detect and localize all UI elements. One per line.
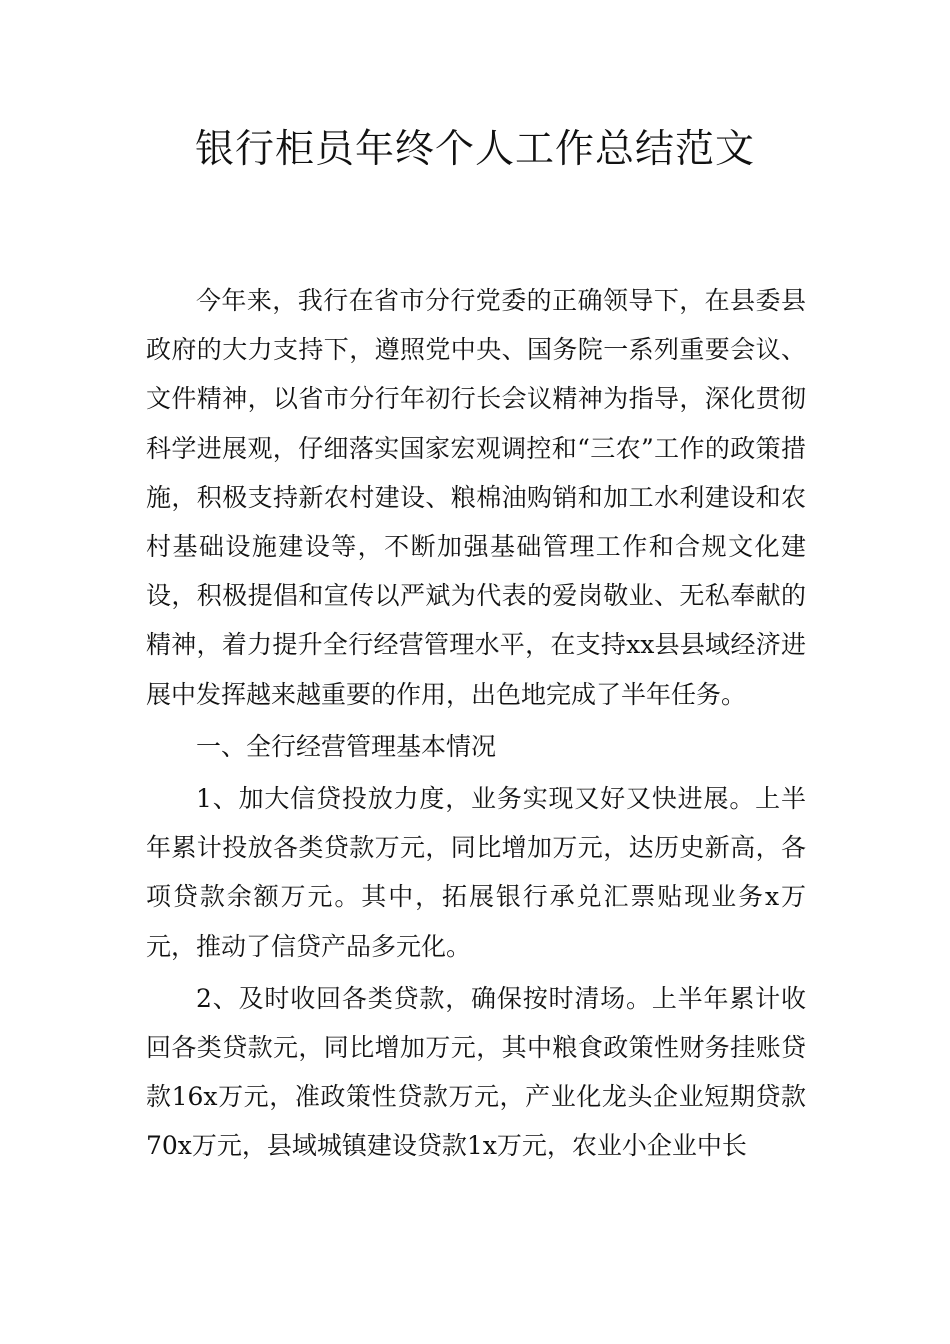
- paragraph-item-2: 2、及时收回各类贷款，确保按时清场。上半年累计收回各类贷款元，同比增加万元，其中粮食政策性财务挂账贷款16x万元，准政策性贷款万元，产业化龙头企业短期贷款70x万元，县域城镇建设贷款1x万元，农业小企业中长: [146, 983, 806, 1161]
- paragraph-intro: 今年来，我行在省市分行党委的正确领导下，在县委县政府的大力支持下，遵照党中央、国务院一系列重要会议、文件精神，以省市分行年初行长会议精神为指导，深化贯彻科学进展观，仔细落实国家宏观调控和“三农”工作的政策措施，积极支持新农村建设、粮棉油购销和加工水利建设和农村基础设施建设等，不断加强基础管理工作和合规文化建设，积极提倡和宣传以严斌为代表的爱岗敬业、无私奉献的精神，着力提升全行经营管理水平，在支持xx县县域经济进展中发挥越来越重要的作用，出色地完成了半年任务。: [146, 286, 806, 709]
- section-heading: 一、全行经营管理基本情况: [196, 731, 497, 761]
- document-body: [146, 276, 806, 1171]
- document-title: 银行柜员年终个人工作总结范文: [194, 127, 755, 172]
- paragraph-item-1: 1、加大信贷投放力度，业务实现又好又快进展。上半年累计投放各类贷款万元，同比增加万元，达历史新高，各项贷款余额万元。其中，拓展银行承兑汇票贴现业务x万元，推动了信贷产品多元化。: [146, 784, 806, 961]
